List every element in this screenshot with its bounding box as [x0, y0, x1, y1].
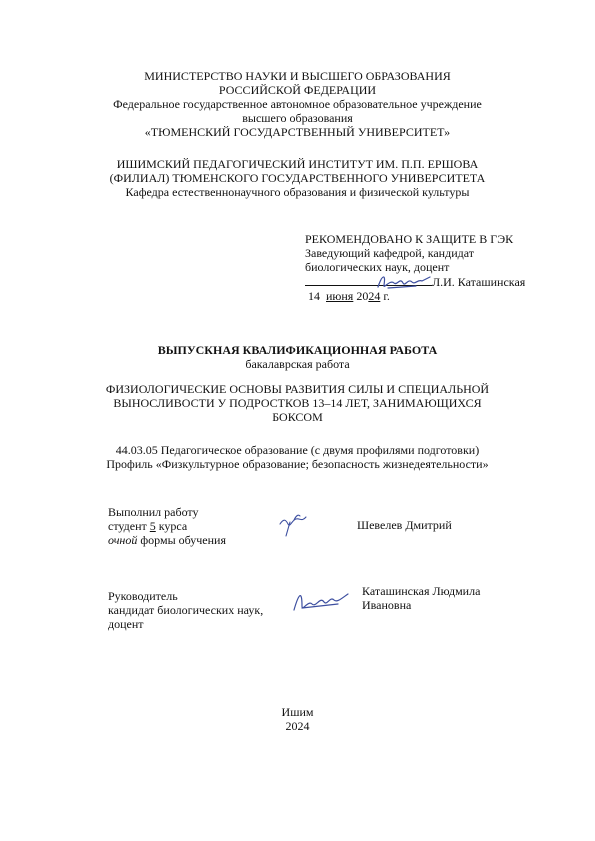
supervisor-name-line-2: Ивановна [362, 598, 412, 612]
specialty-block [0, 443, 595, 471]
work-title-line-1: ФИЗИОЛОГИЧЕСКИЕ ОСНОВЫ РАЗВИТИЯ СИЛЫ И СПЕЦИАЛЬНОЙ [105, 382, 490, 396]
study-form: очной [108, 533, 138, 547]
study-form-suffix: формы обучения [137, 533, 226, 547]
work-title-line-3: БОКСОМ [272, 410, 323, 424]
work-title-line-2: ВЫНОСЛИВОСТИ У ПОДРОСТКОВ 13–14 ЛЕТ, ЗАНИМАЮЩИХСЯ [113, 396, 482, 410]
supervisor-label-block [108, 589, 263, 631]
work-subtype: бакалаврская работа [245, 357, 350, 371]
specialty-profile: Профиль «Физкультурное образование; безопасность жизнедеятельности» [106, 457, 489, 471]
approval-year-end: г. [380, 289, 390, 303]
institution-line-1: Федеральное государственное автономное образовательное учреждение [113, 97, 482, 111]
ministry-line-2: РОССИЙСКОЙ ФЕДЕРАЦИИ [218, 83, 377, 97]
student-label-1: Выполнил работу [108, 505, 199, 519]
approval-signature-image [372, 271, 434, 293]
institution-line-2: высшего образования [242, 111, 353, 125]
supervisor-label-3: доцент [108, 617, 144, 631]
supervisor-label-1: Руководитель [108, 589, 178, 603]
approval-year-prefix: 20 [356, 289, 369, 303]
approval-line-2: биологических наук, доцент [305, 260, 450, 274]
approval-month: июня [326, 289, 354, 303]
student-label-3 [108, 533, 226, 547]
ministry-line-1: МИНИСТЕРСТВО НАУКИ И ВЫСШЕГО ОБРАЗОВАНИЯ [144, 69, 451, 83]
university-name: «ТЮМЕНСКИЙ ГОСУДАРСТВЕННЫЙ УНИВЕРСИТЕТ» [144, 125, 451, 139]
branch-line-1: ИШИМСКИЙ ПЕДАГОГИЧЕСКИЙ ИНСТИТУТ ИМ. П.П. ЕРШОВА [116, 157, 479, 171]
approval-title: РЕКОМЕНДОВАНО К ЗАЩИТЕ В ГЭК [305, 232, 514, 246]
branch-line-2: (ФИЛИАЛ) ТЮМЕНСКОГО ГОСУДАРСТВЕННОГО УНИВЕРСИТЕТА [109, 171, 486, 185]
student-name-block [357, 518, 452, 532]
ministry-header [0, 69, 595, 139]
work-type-block [0, 343, 595, 371]
student-label-prefix: студент [108, 519, 150, 533]
approval-signer-name: Л.И. Каташинская [432, 275, 526, 289]
department-name: Кафедра естественнонаучного образования и физической культуры [125, 185, 470, 199]
approval-line-1: Заведующий кафедрой, кандидат [305, 246, 474, 260]
branch-header [0, 157, 595, 199]
supervisor-name-line-1: Каташинская Людмила [362, 584, 481, 598]
student-course: 5 [149, 519, 156, 533]
footer-city: Ишим [281, 705, 314, 719]
supervisor-label-2: кандидат биологических наук, [108, 603, 264, 617]
footer-block [0, 705, 595, 733]
student-label-2 [108, 519, 226, 533]
student-label-suffix: курса [155, 519, 188, 533]
supervisor-signature-image [290, 586, 352, 616]
approval-year-suffix: 24 [368, 289, 381, 303]
footer-year: 2024 [285, 719, 310, 733]
specialty-code: 44.03.05 Педагогическое образование (с двумя профилями подготовки) [115, 443, 480, 457]
work-type: ВЫПУСКНАЯ КВАЛИФИКАЦИОННАЯ РАБОТА [157, 343, 438, 357]
approval-day: 14 [308, 289, 320, 303]
student-name: Шевелев Дмитрий [357, 518, 452, 532]
work-title-block [0, 382, 595, 424]
student-label-block [108, 505, 226, 547]
student-signature-image [276, 510, 310, 538]
supervisor-name-block [362, 584, 480, 612]
